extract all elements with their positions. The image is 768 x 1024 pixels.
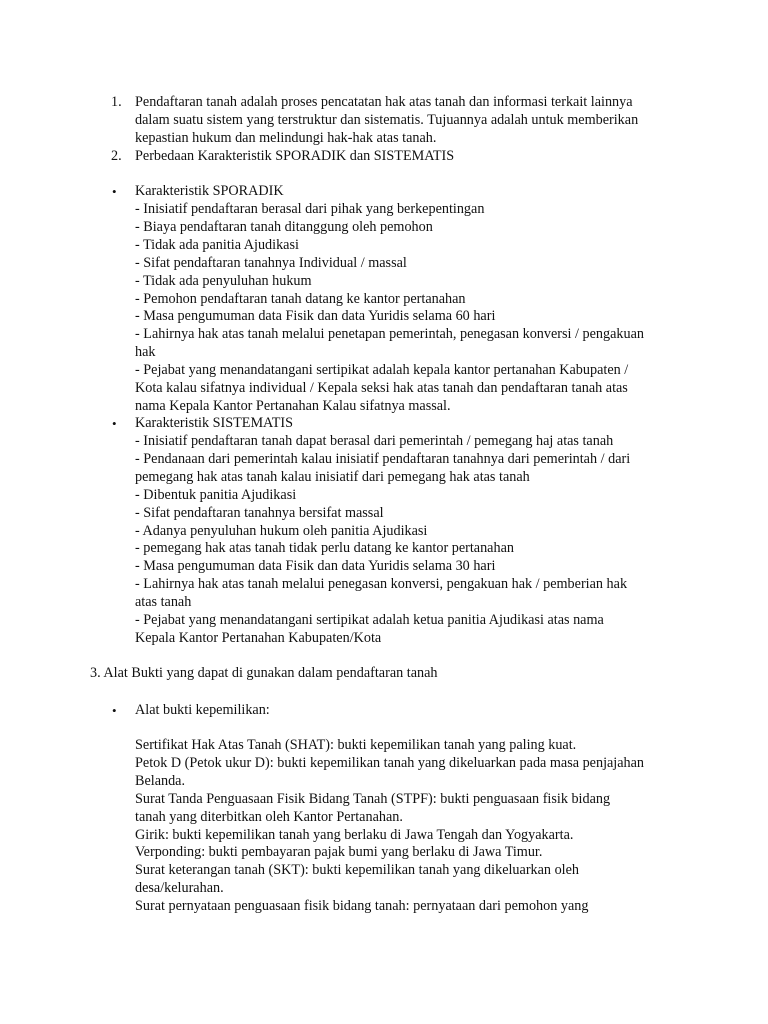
bullet-sporadik: •: [112, 184, 117, 199]
item-1-text: Pendaftaran tanah adalah proses pencatatan hak atas tanah dan informasi terkait lainnya dalam suatu sistem yang terstruktur dan sistematis. Tujuannya adalah untuk memberikan kepastian hukum dan melindungi hak-hak atas tanah.: [135, 94, 639, 146]
list-number-2: 2.: [111, 148, 122, 164]
item-2-text: Perbedaan Karakteristik SPORADIK dan SISTEMATIS: [135, 148, 455, 164]
sistematis-title: Karakteristik SISTEMATIS: [135, 415, 294, 431]
item-3-heading: 3. Alat Bukti yang dapat di gunakan dalam pendaftaran tanah: [90, 665, 438, 681]
alat-bukti-title: Alat bukti kepemilikan:: [135, 702, 270, 718]
alat-bukti-lines: Sertifikat Hak Atas Tanah (SHAT): bukti kepemilikan tanah yang paling kuat. Petok D (Petok ukur D): bukti kepemilikan tanah yang dikeluarkan pada masa penjajahan Belanda. Surat Tanda Penguasaan Fisik Bidang Tanah (STPF): bukti penguasaan fisik bidang tanah yang diterbitkan oleh Kantor Pertanahan. Girik: bukti kepemilikan tanah yang berlaku di Jawa Tengah dan Yogyakarta. Verponding: bukti pembayaran pajak bumi yang berlaku di Jawa Timur. Surat keterangan tanah (SKT): bukti kepemilikan tanah yang dikeluarkan oleh desa/kelurahan. Surat pernyataan penguasaan fisik bidang tanah: pernyataan dari pemohon yang: [135, 737, 645, 915]
bullet-sistematis: •: [112, 416, 117, 431]
sporadik-lines: - Inisiatif pendaftaran berasal dari pihak yang berkepentingan - Biaya pendaftaran tanah ditanggung oleh pemohon - Tidak ada panitia Ajudikasi - Sifat pendaftaran tanahnya Individual / massal - Tidak ada penyuluhan hukum - Pemohon pendaftaran tanah datang ke kantor pertanahan - Masa pengumuman data Fisik dan data Yuridis selama 60 hari - Lahirnya hak atas tanah melalui penetapan pemerintah, penegasan konversi / pengakuan hak - Pejabat yang menandatangani sertipikat adalah kepala kantor pertanahan Kabupaten / Kota kalau sifatnya individual / Kepala seksi hak atas tanah dan pendaftaran tanah atas nama Kepala Kantor Pertanahan Kalau sifatnya massal.: [135, 201, 644, 414]
sporadik-title: Karakteristik SPORADIK: [135, 183, 284, 199]
list-number-1: 1.: [111, 94, 122, 110]
bullet-alat-bukti: •: [112, 703, 117, 718]
sistematis-lines: - Inisiatif pendaftaran tanah dapat berasal dari pemerintah / pemegang haj atas tanah - Pendanaan dari pemerintah kalau inisiatif pendaftaran tanahnya dari pemerintah / dari pemegang hak atas tanah kalau inisiatif dari pemegang hak atas tanah - Dibentuk panitia Ajudikasi - Sifat pendaftaran tanahnya bersifat massal - Adanya penyuluhan hukum oleh panitia Ajudikasi - pemegang hak atas tanah tidak perlu datang ke kantor pertanahan - Masa pengumuman data Fisik dan data Yuridis selama 30 hari - Lahirnya hak atas tanah melalui penegasan konversi, pengakuan hak / pemberian hak atas tanah - Pejabat yang menandatangani sertipikat adalah ketua panitia Ajudikasi atas nama Kepala Kantor Pertanahan Kabupaten/Kota: [135, 433, 631, 646]
